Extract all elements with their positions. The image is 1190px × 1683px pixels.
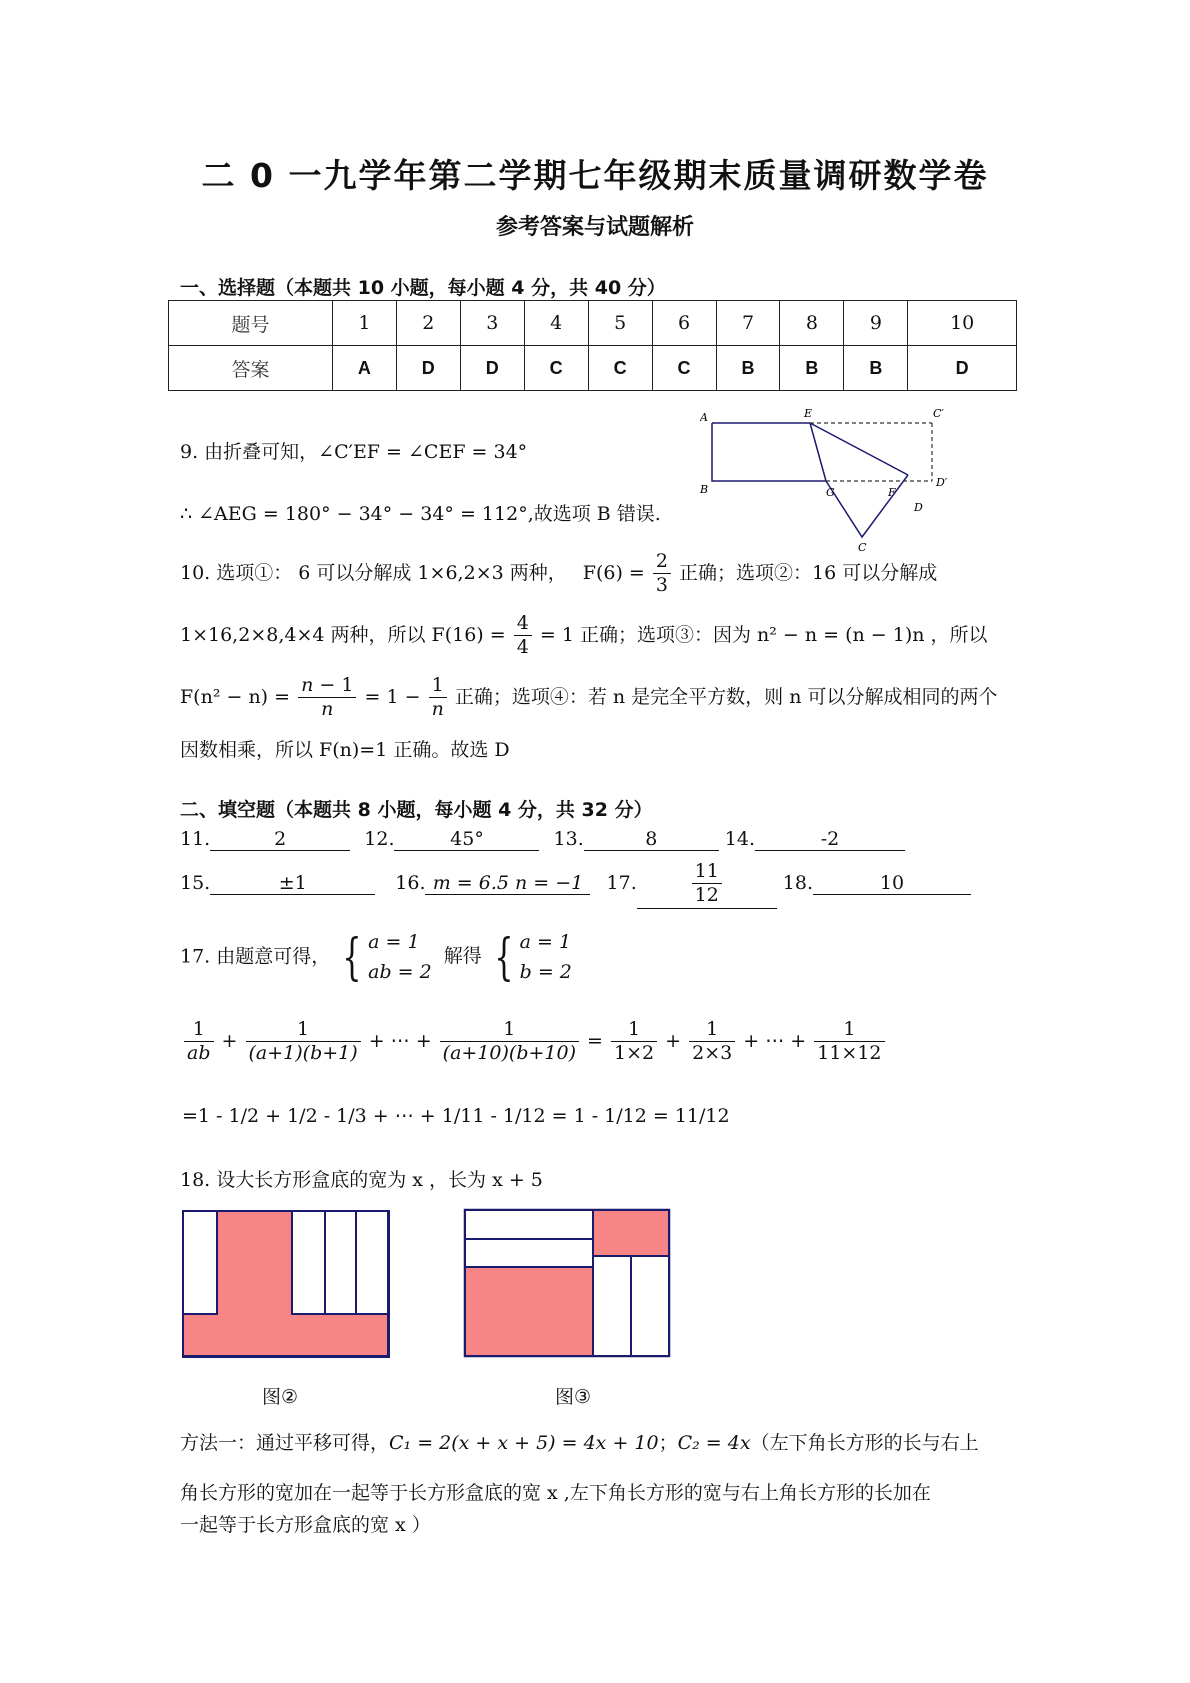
answer-cell: C bbox=[588, 346, 652, 391]
figure-2-caption: 图② bbox=[262, 1386, 299, 1408]
fraction-n-minus-1-over-n: $\frac{n - 1}{n}$ bbox=[298, 674, 356, 722]
q10-text-2a: 1×16,2×8,4×4 两种，所以 F(16) = bbox=[180, 623, 506, 646]
question-number-cell: 5 bbox=[588, 301, 652, 346]
method-text-e: （左下角长方形的长与右上 bbox=[750, 1432, 979, 1454]
figure-2 bbox=[182, 1210, 392, 1360]
fraction-11-12: $\frac{11}{12}$ bbox=[692, 860, 722, 908]
q10-text-3c: 正确；选项④：若 n 是完全平方数，则 n 可以分解成相同的两个 bbox=[454, 685, 998, 708]
method-text-a: 方法一：通过平移可得， bbox=[180, 1432, 390, 1454]
brace-icon: { bbox=[494, 928, 514, 987]
question-number-cell: 8 bbox=[780, 301, 844, 346]
blank-18-value: 10 bbox=[813, 872, 971, 895]
answer-cell: B bbox=[716, 346, 780, 391]
folding-figure bbox=[700, 405, 960, 555]
fig-label-G: G bbox=[826, 486, 835, 499]
fraction-4-4: $\frac{4}{4}$ bbox=[514, 612, 532, 660]
section2-heading: 二、填空题（本题共 8 小题，每小题 4 分，共 32 分） bbox=[180, 799, 653, 821]
figure-3-caption: 图③ bbox=[555, 1386, 592, 1408]
blank-11-value: 2 bbox=[210, 828, 350, 851]
fig-label-E: E bbox=[804, 407, 813, 420]
fig-label-C-prime: C′ bbox=[933, 407, 944, 420]
fig-label-F: F bbox=[888, 486, 896, 499]
blank-17-label: 17. bbox=[606, 871, 637, 894]
question-number-cell: 4 bbox=[524, 301, 588, 346]
answer-cell: B bbox=[844, 346, 908, 391]
q9-line1: 9. 由折叠可知，∠C′EF = ∠CEF = 34° bbox=[180, 441, 528, 463]
fig-label-C: C bbox=[858, 541, 867, 554]
method-line2: 角长方形的宽加在一起等于长方形盒底的宽 x ,左下角长方形的宽与右上角长方形的长加在 bbox=[180, 1482, 931, 1504]
q17-intro-line bbox=[180, 927, 572, 988]
question-number-cell: 3 bbox=[460, 301, 524, 346]
fraction-1-over-n: $\frac{1}{n}$ bbox=[429, 674, 447, 722]
brace-icon: { bbox=[342, 928, 362, 987]
term-frac: $\frac{1}{2\times 3}$ bbox=[689, 1018, 735, 1066]
answer-table bbox=[168, 300, 1017, 391]
answer-cell: C bbox=[524, 346, 588, 391]
q10-para-line3 bbox=[180, 674, 998, 722]
q10-text-3a: F(n² − n) = bbox=[180, 685, 291, 708]
fig-label-D-prime: D′ bbox=[936, 476, 948, 489]
question-number-cell: 10 bbox=[908, 301, 1017, 346]
blanks-row1 bbox=[180, 828, 905, 851]
q10-text-3b: = 1 − bbox=[364, 685, 421, 708]
blank-13-label: 13. bbox=[553, 828, 584, 850]
row-label-answer: 答案 bbox=[169, 346, 333, 391]
answer-table-answer-row bbox=[169, 346, 1017, 391]
answer-cell: D bbox=[908, 346, 1017, 391]
method-line3: 一起等于长方形盒底的宽 x ） bbox=[180, 1514, 431, 1536]
q18-intro: 18. 设大长方形盒底的宽为 x ，长为 x + 5 bbox=[180, 1169, 543, 1191]
answer-cell: B bbox=[780, 346, 844, 391]
q17-intro: 17. 由题意可得， bbox=[180, 945, 331, 968]
q9-line2: ∴ ∠AEG = 180° − 34° − 34° = 112°,故选项 B 错误. bbox=[180, 503, 661, 525]
q10-text-4: 因数相乘，所以 F(n)=1 正确。故选 D bbox=[180, 739, 510, 761]
method-line1 bbox=[180, 1428, 979, 1455]
answer-cell: D bbox=[396, 346, 460, 391]
fig-label-D: D bbox=[914, 501, 923, 514]
q10-text-1a: 10. 选项①： 6 可以分解成 1×6,2×3 两种， bbox=[180, 561, 567, 584]
blank-17-value bbox=[637, 860, 777, 909]
fraction-2-3: $\frac{2}{3}$ bbox=[653, 550, 671, 598]
question-number-cell: 9 bbox=[844, 301, 908, 346]
question-number-cell: 1 bbox=[332, 301, 396, 346]
answer-cell: A bbox=[332, 346, 396, 391]
question-number-cell: 2 bbox=[396, 301, 460, 346]
blank-16-label: 16. bbox=[395, 871, 426, 894]
q10-para-line1 bbox=[180, 550, 937, 598]
q17-equation-1: $\frac{1}{ab}$ + $\frac{1}{(a+1)(b+1)}$ + ⋯ + $\frac{1}{(a+10)(b+10)}$ = $\frac{1}{1\times 2}$ + $\frac{1}{2\times 3}$ + ⋯ + $\frac{1}{11\times 12}$ bbox=[182, 1018, 887, 1066]
page-subtitle: 参考答案与试题解析 bbox=[495, 215, 694, 240]
q17-equation-2 bbox=[182, 1105, 730, 1127]
row-label-number: 题号 bbox=[169, 301, 333, 346]
q10-para-line2 bbox=[180, 612, 988, 660]
q10-text-2b: = 1 正确；选项③：因为 n² − n = (n − 1)n ，所以 bbox=[539, 623, 988, 646]
q17-system-1: a = 1 ab = 2 bbox=[368, 931, 432, 984]
blank-18-label: 18. bbox=[782, 871, 814, 894]
q17-solved-label: 解得 bbox=[443, 945, 482, 968]
term-frac: $\frac{1}{1\times 2}$ bbox=[611, 1018, 657, 1066]
q17-system-2: a = 1 b = 2 bbox=[519, 931, 572, 984]
blank-15-value: ±1 bbox=[210, 872, 375, 895]
answer-cell: C bbox=[652, 346, 716, 391]
term-frac: $\frac{1}{(a+1)(b+1)}$ bbox=[246, 1018, 361, 1066]
method-c1: C₁ = 2(x + x + 5) = 4x + 10 bbox=[389, 1432, 659, 1454]
term-frac: $\frac{1}{11\times 12}$ bbox=[814, 1018, 884, 1066]
section1-heading: 一、选择题（本题共 10 小题，每小题 4 分，共 40 分） bbox=[180, 277, 666, 299]
page-title: 二 0 一九学年第二学期七年级期末质量调研数学卷 bbox=[201, 156, 989, 195]
answer-cell: D bbox=[460, 346, 524, 391]
q17-eq2-text: =1 - 1/2 + 1/2 - 1/3 + ⋯ + 1/11 - 1/12 = 1 - 1/12 = 11/12 bbox=[182, 1105, 730, 1127]
blank-13-value: 8 bbox=[584, 828, 719, 851]
blanks-row2 bbox=[180, 860, 971, 909]
fig-label-A: A bbox=[700, 411, 708, 424]
term-frac: $\frac{1}{(a+10)(b+10)}$ bbox=[440, 1018, 579, 1066]
blank-14-label: 14. bbox=[724, 828, 756, 850]
blank-12-value: 45° bbox=[394, 828, 539, 851]
method-c2: C₂ = 4x bbox=[677, 1432, 751, 1454]
blank-16-value: m = 6.5 n = −1 bbox=[425, 872, 590, 895]
question-number-cell: 7 bbox=[716, 301, 780, 346]
answer-table-number-row bbox=[169, 301, 1017, 346]
q10-text-1c: 正确；选项②：16 可以分解成 bbox=[679, 561, 938, 584]
term-frac: $\frac{1}{ab}$ bbox=[184, 1018, 214, 1066]
blank-11-label: 11. bbox=[180, 828, 211, 850]
blank-15-label: 15. bbox=[180, 871, 211, 894]
figure-3 bbox=[463, 1208, 673, 1360]
blank-12-label: 12. bbox=[364, 828, 395, 850]
blank-14-value: -2 bbox=[755, 828, 905, 851]
fig-label-B: B bbox=[700, 483, 709, 496]
question-number-cell: 6 bbox=[652, 301, 716, 346]
method-sep: ； bbox=[658, 1432, 678, 1454]
q10-text-1b: F(6) = bbox=[582, 561, 645, 584]
